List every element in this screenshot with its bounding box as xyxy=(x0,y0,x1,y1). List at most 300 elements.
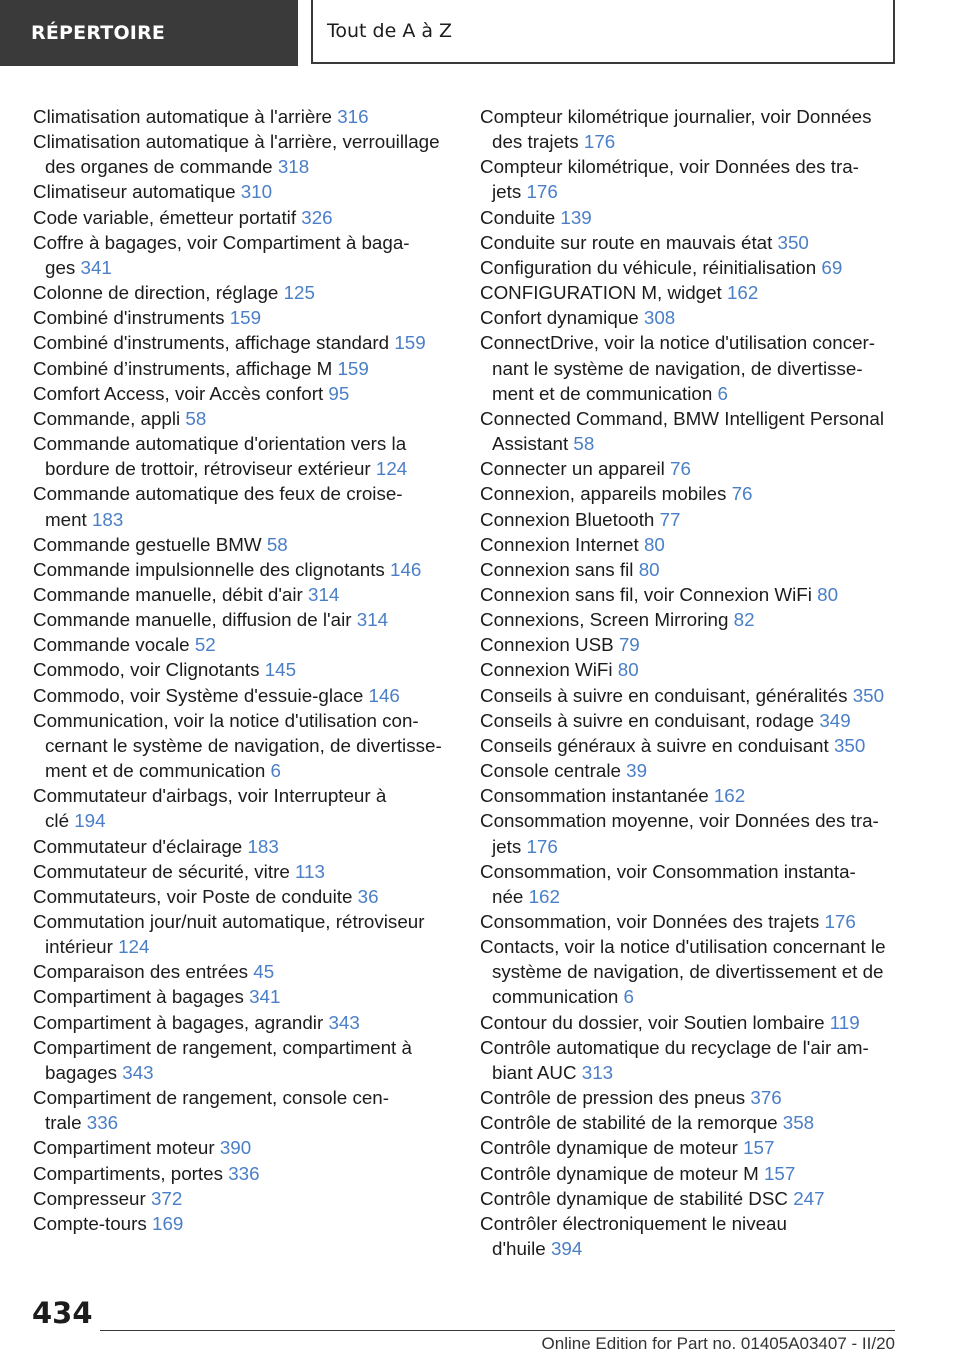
index-entry-line xyxy=(33,456,448,481)
index-entry-text: système de navigation, de divertissement et de xyxy=(492,961,884,983)
page-link[interactable]: 350 xyxy=(833,734,866,756)
index-entry xyxy=(33,1186,448,1211)
page-link[interactable]: 183 xyxy=(91,508,124,530)
index-entry xyxy=(480,708,900,733)
index-entry-line xyxy=(480,758,900,783)
index-entry-line xyxy=(480,859,900,884)
page-link[interactable]: 124 xyxy=(118,936,150,958)
page-link[interactable]: 349 xyxy=(819,709,851,731)
index-entry-line xyxy=(480,934,900,959)
page-link[interactable]: 390 xyxy=(219,1137,252,1159)
index-entry-line xyxy=(480,507,900,532)
index-entry-text: Connexion WiFi xyxy=(480,659,613,681)
index-entry xyxy=(33,330,448,355)
index-entry xyxy=(480,104,900,154)
index-entry-line xyxy=(480,1186,900,1211)
index-entry-line xyxy=(480,381,900,406)
index-entry xyxy=(480,632,900,657)
index-entry xyxy=(33,129,448,179)
index-entry-line xyxy=(480,356,900,381)
footer-divider xyxy=(100,1330,895,1331)
index-entry-line xyxy=(33,834,448,859)
index-entry-text: Contacts, voir la notice d'utilisation concernant le xyxy=(480,936,886,958)
index-entry-text: Consommation moyenne, voir Données des tra- xyxy=(480,810,879,832)
index-entry-line xyxy=(480,1135,900,1160)
index-entry xyxy=(480,808,900,858)
index-entry-line xyxy=(480,582,900,607)
index-entry-text: Conduite xyxy=(480,206,556,228)
index-entry-line xyxy=(33,959,448,984)
index-entry-line xyxy=(33,657,448,682)
index-entry-line xyxy=(480,808,900,833)
index-entry-text: Combiné d'instruments xyxy=(33,307,225,329)
index-entry-line xyxy=(480,657,900,682)
page-link[interactable]: 313 xyxy=(581,1061,614,1083)
index-entry-text: Contrôle automatique du recyclage de l'air am- xyxy=(480,1036,869,1058)
page-link[interactable]: 183 xyxy=(247,835,279,857)
index-entry-line xyxy=(33,230,448,255)
page-link[interactable]: 336 xyxy=(228,1162,260,1184)
index-entry xyxy=(33,632,448,657)
index-entry-text: née xyxy=(492,885,524,907)
page-link[interactable]: 169 xyxy=(152,1212,184,1234)
page-link[interactable]: 350 xyxy=(852,684,885,706)
index-entry-text: Commande manuelle, diffusion de l'air xyxy=(33,609,352,631)
index-entry-text: Connexion, appareils mobiles xyxy=(480,483,727,505)
index-entry xyxy=(33,708,448,783)
index-column-left xyxy=(33,104,448,1236)
index-entry-line xyxy=(480,1110,900,1135)
index-entry-text: Assistant xyxy=(492,433,569,455)
index-entry-text: Consommation instantanée xyxy=(480,785,709,807)
page-link[interactable]: 82 xyxy=(733,609,755,631)
index-entry-line xyxy=(480,1035,900,1060)
page-link[interactable]: 80 xyxy=(617,659,639,681)
index-entry-text: Contrôle dynamique de moteur M xyxy=(480,1162,759,1184)
index-entry-text: Commutation jour/nuit automatique, rétroviseur xyxy=(33,911,425,932)
page-link[interactable]: 176 xyxy=(526,181,558,203)
index-entry xyxy=(480,859,900,909)
page-link[interactable]: 316 xyxy=(337,106,369,127)
index-entry-text: Configuration du véhicule, réinitialisation xyxy=(480,256,817,278)
page-link[interactable]: 314 xyxy=(308,583,340,605)
index-entry xyxy=(480,783,900,808)
page-link[interactable]: 372 xyxy=(150,1187,183,1209)
index-entry-text: ConnectDrive, voir la notice d'utilisation concer- xyxy=(480,332,876,354)
index-entry-line xyxy=(33,557,448,582)
index-entry xyxy=(480,758,900,783)
index-entry-line xyxy=(33,406,448,431)
page-link[interactable]: 58 xyxy=(185,407,207,429)
page-link[interactable]: 176 xyxy=(526,835,558,857)
index-entry xyxy=(33,582,448,607)
index-entry-line xyxy=(480,1085,900,1110)
index-entry-text: Contrôler électroniquement le niveau xyxy=(480,1212,787,1234)
index-entry-text: ges xyxy=(45,256,76,278)
index-entry-text: Commutateur d'éclairage xyxy=(33,835,243,857)
index-entry-text: Contrôle de pression des pneus xyxy=(480,1087,746,1109)
index-entry-line xyxy=(480,733,900,758)
index-entry-line xyxy=(480,456,900,481)
index-entry xyxy=(33,959,448,984)
page-link[interactable]: 343 xyxy=(328,1011,360,1033)
index-entry-line xyxy=(33,431,448,456)
index-entry-text: Compteur kilométrique, voir Données des tra- xyxy=(480,156,859,178)
page-link[interactable]: 310 xyxy=(240,181,273,203)
index-entry xyxy=(33,1211,448,1236)
index-entry-text: Compartiment à bagages xyxy=(33,986,244,1008)
index-entry xyxy=(33,532,448,557)
index-entry-line xyxy=(33,532,448,557)
page-link[interactable]: 80 xyxy=(817,583,839,605)
index-entry-text: bagages xyxy=(45,1061,118,1083)
index-entry xyxy=(33,1010,448,1035)
index-entry-text: Comparaison des entrées xyxy=(33,961,249,983)
index-entry-line xyxy=(480,1236,900,1261)
index-entry-line xyxy=(480,1211,900,1236)
index-entry xyxy=(33,230,448,280)
page-link[interactable]: 124 xyxy=(375,458,408,480)
index-entry xyxy=(480,1010,900,1035)
page-link[interactable]: 79 xyxy=(618,634,640,656)
index-entry-text: Colonne de direction, réglage xyxy=(33,282,279,304)
edition-footer: Online Edition for Part no. 01405A03407 - II/20 xyxy=(541,1334,895,1353)
index-entry-line xyxy=(33,1010,448,1035)
page-link[interactable]: 162 xyxy=(726,282,759,304)
section-title: Tout de A à Z xyxy=(311,0,895,64)
index-entry-line xyxy=(480,179,900,204)
page-link[interactable]: 145 xyxy=(264,659,297,681)
index-entry xyxy=(480,330,900,405)
index-entry-line xyxy=(33,154,448,179)
index-entry-text: Connexion USB xyxy=(480,634,614,656)
index-entry xyxy=(480,1085,900,1110)
index-entry-text: Connexions, Screen Mirroring xyxy=(480,609,729,631)
index-entry-line xyxy=(33,632,448,657)
index-entry xyxy=(33,381,448,406)
page-link[interactable]: 125 xyxy=(283,282,315,304)
page-link[interactable]: 308 xyxy=(643,307,676,329)
index-entry xyxy=(480,532,900,557)
page-link[interactable]: 76 xyxy=(670,458,691,480)
page-link[interactable]: 341 xyxy=(80,256,112,278)
index-entry-line xyxy=(480,632,900,657)
index-entry-text: Commande automatique d'orientation vers la xyxy=(33,433,407,455)
index-entry-text: Compartiment de rangement, console cen- xyxy=(33,1087,389,1109)
index-entry xyxy=(480,406,900,456)
index-entry-line xyxy=(480,708,900,733)
page-link[interactable]: 341 xyxy=(249,986,281,1008)
page-link[interactable]: 119 xyxy=(829,1011,860,1033)
index-entry-text: Commutateur d'airbags, voir Interrupteur à xyxy=(33,785,387,807)
index-entry-line xyxy=(480,280,900,305)
index-entry xyxy=(480,733,900,758)
index-entry-line xyxy=(33,507,448,532)
index-entry-text: Coffre à bagages, voir Compartiment à baga- xyxy=(33,231,410,253)
index-entry-line xyxy=(480,431,900,456)
index-entry xyxy=(33,783,448,833)
index-entry-line xyxy=(33,1035,448,1060)
index-entry xyxy=(480,507,900,532)
index-entry-line xyxy=(33,305,448,330)
index-entry xyxy=(480,1186,900,1211)
index-entry-text: Connecter un appareil xyxy=(480,458,665,480)
index-entry-line xyxy=(33,179,448,204)
page-link[interactable]: 6 xyxy=(717,382,728,404)
index-entry-text: Compresseur xyxy=(33,1187,146,1209)
index-entry-line xyxy=(480,557,900,582)
index-entry-line xyxy=(33,859,448,884)
index-entry xyxy=(33,557,448,582)
index-entry-text: Console centrale xyxy=(480,760,621,782)
page-link[interactable]: 247 xyxy=(793,1187,825,1209)
page-link[interactable]: 36 xyxy=(357,885,379,907)
index-entry-text: Contour du dossier, voir Soutien lombaire xyxy=(480,1011,825,1033)
index-entry-line xyxy=(33,984,448,1009)
page-number: 434 xyxy=(32,1296,93,1330)
index-entry xyxy=(33,104,448,129)
index-entry-text: Conseils à suivre en conduisant, rodage xyxy=(480,709,815,731)
index-entry-line xyxy=(480,1060,900,1085)
index-entry xyxy=(480,607,900,632)
page-link[interactable]: 6 xyxy=(623,986,634,1008)
index-entry xyxy=(480,305,900,330)
page-link[interactable]: 343 xyxy=(122,1061,154,1083)
index-entry-text: Commande impulsionnelle des clignotants xyxy=(33,558,385,580)
index-entry xyxy=(480,255,900,280)
index-entry-line xyxy=(33,280,448,305)
index-entry-line xyxy=(33,607,448,632)
page-link[interactable]: 80 xyxy=(643,533,665,555)
page-link[interactable]: 376 xyxy=(750,1087,782,1109)
index-entry-text: Contrôle dynamique de moteur xyxy=(480,1137,738,1159)
index-entry-text: communication xyxy=(492,986,619,1008)
index-entry xyxy=(33,984,448,1009)
page-link[interactable]: 318 xyxy=(277,156,310,178)
page-link[interactable]: 159 xyxy=(337,357,369,379)
index-entry-text: Contrôle dynamique de stabilité DSC xyxy=(480,1187,788,1209)
index-entry-line xyxy=(480,481,900,506)
page-link[interactable]: 162 xyxy=(713,785,746,807)
index-entry-line xyxy=(33,1110,448,1135)
index-entry-text: Compartiments, portes xyxy=(33,1162,223,1184)
index-entry-line xyxy=(33,129,448,154)
page-link[interactable]: 159 xyxy=(229,307,262,329)
index-entry-line xyxy=(480,834,900,859)
page-link[interactable]: 77 xyxy=(659,508,681,530)
page-link[interactable]: 314 xyxy=(356,609,389,631)
index-entry-text: Combiné d’instruments, affichage M xyxy=(33,357,333,379)
page-link[interactable]: 394 xyxy=(550,1238,583,1260)
index-entry-line xyxy=(480,783,900,808)
page-link[interactable]: 157 xyxy=(743,1137,775,1159)
page-link[interactable]: 358 xyxy=(782,1112,815,1134)
index-entry-text: Conseils généraux à suivre en conduisant xyxy=(480,734,829,756)
index-entry-text: ment xyxy=(45,508,87,530)
index-entry-line xyxy=(480,255,900,280)
index-entry-line xyxy=(480,1161,900,1186)
index-entry-text: d'huile xyxy=(492,1238,546,1260)
index-entry-line xyxy=(33,1085,448,1110)
index-entry-line xyxy=(33,255,448,280)
index-entry-text: bordure de trottoir, rétroviseur extérieur xyxy=(45,458,371,480)
section-tab[interactable]: RÉPERTOIRE xyxy=(0,0,298,66)
index-entry-text: Connected Command, BMW Intelligent Personal xyxy=(480,407,884,429)
index-entry xyxy=(480,1161,900,1186)
index-entry-line xyxy=(33,884,448,909)
page-link[interactable]: 69 xyxy=(821,256,843,278)
index-entry-line xyxy=(480,884,900,909)
page-link[interactable]: 194 xyxy=(74,810,106,832)
index-entry-line xyxy=(480,607,900,632)
index-entry xyxy=(33,280,448,305)
page-link[interactable]: 39 xyxy=(626,760,648,782)
index-entry-text: Connexion sans fil, voir Connexion WiFi xyxy=(480,583,812,605)
index-entry xyxy=(480,1135,900,1160)
index-entry-text: Consommation, voir Données des trajets xyxy=(480,911,820,932)
index-entry-text: Compteur kilométrique journalier, voir Données xyxy=(480,106,872,127)
index-entry-text: Commande manuelle, débit d'air xyxy=(33,583,303,605)
page-link[interactable]: 76 xyxy=(731,483,753,505)
index-entry xyxy=(33,859,448,884)
index-entry-line xyxy=(33,330,448,355)
index-entry-line xyxy=(33,808,448,833)
index-entry xyxy=(33,406,448,431)
index-entry-line xyxy=(33,1211,448,1236)
page-link[interactable]: 80 xyxy=(638,558,660,580)
index-entry-line xyxy=(480,230,900,255)
index-entry-text: cernant le système de navigation, de divertisse- xyxy=(45,734,442,756)
index-entry-text: CONFIGURATION M, widget xyxy=(480,282,722,304)
index-entry-line xyxy=(33,381,448,406)
index-entry-text: jets xyxy=(492,835,522,857)
index-entry-line xyxy=(480,129,900,154)
page-link[interactable]: 176 xyxy=(583,131,616,153)
index-entry xyxy=(480,657,900,682)
index-entry-text: ment et de communication xyxy=(45,760,266,782)
index-entry-line xyxy=(480,532,900,557)
index-entry-text: Climatisation automatique à l'arrière xyxy=(33,106,333,127)
index-entry-line xyxy=(33,582,448,607)
index-entry-text: des trajets xyxy=(492,131,579,153)
index-entry-text: jets xyxy=(492,181,522,203)
index-entry-line xyxy=(480,104,900,129)
index-entry-text: Commutateur de sécurité, vitre xyxy=(33,860,290,882)
index-column-right xyxy=(480,104,900,1261)
index-entry xyxy=(33,356,448,381)
page-link[interactable]: 58 xyxy=(573,433,595,455)
index-entry-line xyxy=(33,1060,448,1085)
index-entry xyxy=(33,607,448,632)
index-entry-text: Connexion sans fil xyxy=(480,558,634,580)
index-entry-text: Comfort Access, voir Accès confort xyxy=(33,382,324,404)
index-entry-text: trale xyxy=(45,1112,82,1134)
page-link[interactable]: 146 xyxy=(390,558,422,580)
page-link[interactable]: 45 xyxy=(253,961,275,983)
index-entry-text: Commande, appli xyxy=(33,407,181,429)
index-entry-line xyxy=(480,406,900,431)
index-entry xyxy=(33,657,448,682)
index-entry-line xyxy=(33,1135,448,1160)
index-entry-text: Commodo, voir Clignotants xyxy=(33,659,260,681)
index-entry xyxy=(480,1211,900,1261)
page-link[interactable]: 95 xyxy=(328,382,350,404)
index-entry-text: clé xyxy=(45,810,70,832)
page-link[interactable]: 336 xyxy=(86,1112,119,1134)
page-link[interactable]: 52 xyxy=(194,634,216,656)
index-entry-line xyxy=(480,683,900,708)
index-entry xyxy=(33,1085,448,1135)
index-entry-text: Consommation, voir Consommation instanta- xyxy=(480,860,856,882)
index-entry xyxy=(33,884,448,909)
index-entry xyxy=(480,557,900,582)
page-link[interactable]: 6 xyxy=(270,760,281,782)
index-entry-line xyxy=(480,205,900,230)
index-entry-text: Commodo, voir Système d'essuie-glace xyxy=(33,684,364,706)
index-entry xyxy=(33,305,448,330)
page-header xyxy=(0,0,960,66)
index-entry-text: Conduite sur route en mauvais état xyxy=(480,231,773,253)
index-entry-text: biant AUC xyxy=(492,1061,577,1083)
index-entry xyxy=(480,481,900,506)
page-link[interactable]: 157 xyxy=(763,1162,796,1184)
index-entry-line xyxy=(33,909,448,934)
page-link[interactable]: 146 xyxy=(368,684,400,706)
page-link[interactable]: 58 xyxy=(266,533,288,555)
index-entry xyxy=(480,1035,900,1085)
index-entry xyxy=(480,934,900,1009)
index-entry-line xyxy=(33,783,448,808)
index-entry xyxy=(33,1135,448,1160)
index-entry-line xyxy=(33,708,448,733)
index-entry-line xyxy=(33,733,448,758)
index-entry-text: Commande automatique des feux de croise- xyxy=(33,483,403,505)
index-entry xyxy=(33,431,448,481)
page-link[interactable]: 139 xyxy=(560,206,592,228)
index-entry-line xyxy=(33,205,448,230)
page-link[interactable]: 162 xyxy=(528,885,560,907)
index-entry xyxy=(480,1110,900,1135)
index-entry-line xyxy=(480,959,900,984)
page-link[interactable]: 326 xyxy=(301,206,333,228)
index-entry-text: Combiné d'instruments, affichage standard xyxy=(33,332,390,354)
index-entry-text: Conseils à suivre en conduisant, généralités xyxy=(480,684,848,706)
index-entry xyxy=(480,456,900,481)
index-entry-line xyxy=(33,356,448,381)
index-entry-line xyxy=(33,683,448,708)
page-link[interactable]: 159 xyxy=(394,332,426,354)
index-entry xyxy=(33,1161,448,1186)
index-entry-line xyxy=(33,1161,448,1186)
page-link[interactable]: 350 xyxy=(777,231,809,253)
page-link[interactable]: 113 xyxy=(295,860,325,882)
index-entry-line xyxy=(480,330,900,355)
index-entry-text: Compartiment à bagages, agrandir xyxy=(33,1011,324,1033)
index-entry xyxy=(33,1035,448,1085)
index-entry xyxy=(480,582,900,607)
index-entry xyxy=(480,683,900,708)
index-entry-line xyxy=(33,1186,448,1211)
index-entry-text: Communication, voir la notice d'utilisation con- xyxy=(33,709,419,731)
index-entry-text: intérieur xyxy=(45,936,113,958)
index-entry-text: Connexion Bluetooth xyxy=(480,508,655,530)
index-entry-line xyxy=(33,481,448,506)
index-entry-text: Commande vocale xyxy=(33,634,190,656)
index-entry-text: Climatisation automatique à l'arrière, verrouillage xyxy=(33,131,440,153)
index-entry-text: Compartiment moteur xyxy=(33,1137,215,1159)
page-link[interactable]: 176 xyxy=(824,911,856,932)
index-entry xyxy=(33,834,448,859)
